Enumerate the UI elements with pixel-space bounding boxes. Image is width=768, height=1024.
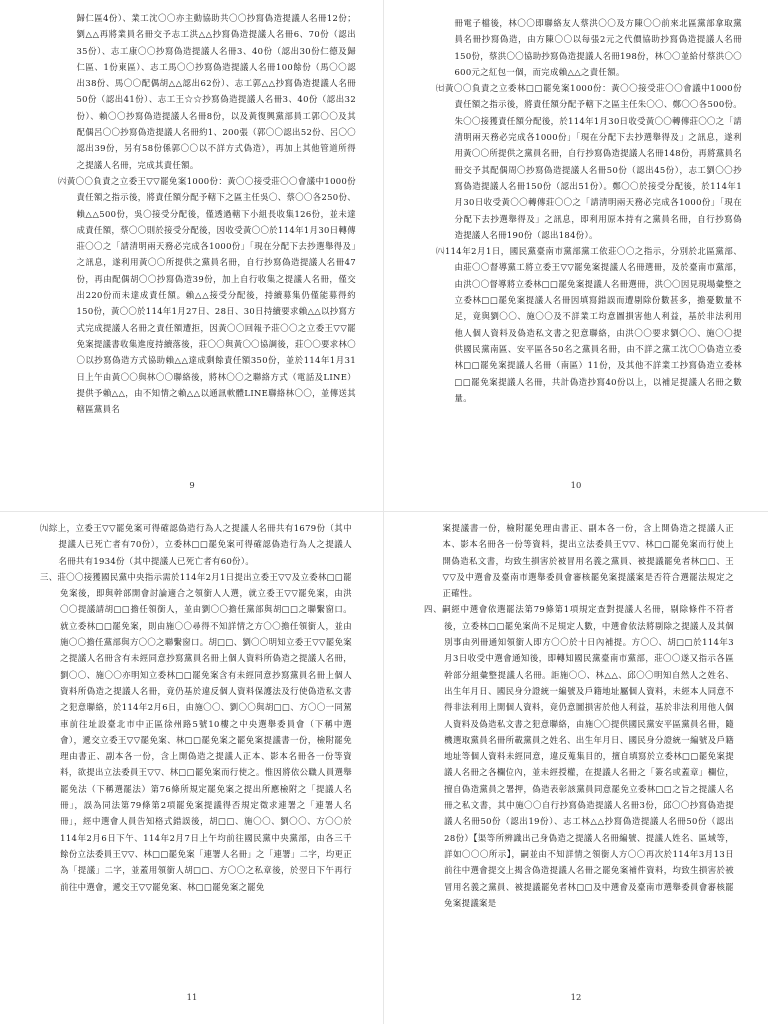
page-12-body <box>424 520 734 996</box>
page-10 <box>384 0 768 512</box>
page-number: 11 <box>186 992 198 1002</box>
page-number: 12 <box>570 992 582 1002</box>
page-11-paragraph: 三、莊〇〇接獲國民黨中央指示需於114年2月1日提出立委王▽▽及立委林□□罷免案後，即與幹部開會討論適合之領銜人人選，就立委王▽▽罷免案，由洪〇〇提議請胡□□擔任領銜人，並由劉〇〇擔任黨部與胡□□之聯繫窗口。就立委林□□罷免案，則由施〇〇尋得不知詳情之方〇〇擔任領銜人，並由施〇〇擔任黨部與方〇〇之聯繫窗口。胡□□、劉〇〇明知立委王▽▽罷免案之提議人名冊含有未經同意抄寫黨員名冊上個人資料所偽造之提議人名冊，劉〇〇、施〇〇亦明知立委林□□罷免案含有未經同意抄寫黨員名冊上個人資料所偽造之提議人名冊，竟仍基於違反個人資料保護法及行使偽造私文書之犯意聯絡，於114年2月6日，由施〇〇、劉〇〇與胡□□、方〇〇一同駕車前往址設臺北市中正區徐州路5號10樓之中央選舉委員會（下稱中選會），遞交立委王▽▽罷免案、林□□罷免案之罷免案提議書一份，檢附罷免理由書正、副本各一份，含上開偽造之提議人正本、影本名冊各一份等資料，欲提出立法委員王▽▽、林□□罷免案而行使之。惟因將依公職人員選舉罷免法（下稱選罷法）第76條所規定罷免案之提出所應檢附之「提議人名冊」，誤為同法第79條第2項罷免案提議得否規定徵求連署之「連署人名冊」，經中選會人員告知格式錯誤後，胡□□、施〇〇、劉〇〇、方〇〇於114年2月6日下午、114年2月7日上午均前往國民黨中央黨部，由各三千餘份立法委員王▽▽、林□□罷免案「連署人名冊」之「連署」二字，均更正為「提議」二字，並蓋用領銜人胡□□、方〇〇之私章後，於翌日下午再行前往中選會，遞交王▽▽罷免案、林□□罷免案之罷免 <box>40 571 352 892</box>
page-number: 9 <box>189 480 195 490</box>
page-9 <box>0 0 384 512</box>
page-11 <box>0 512 384 1024</box>
page-10-paragraph: 冊電子檔後，林〇〇即聯絡友人蔡洪〇〇及方陳〇〇前來北區黨部拿取黨員名冊抄寫偽造，由方陳〇〇以每張2元之代價協助抄寫偽造提議人名冊150份，蔡洪〇〇協助抄寫偽造提議人名冊198份，林〇〇並給付蔡洪〇〇600元之紅包一個，而完成賴△△之責任額。 <box>454 18 742 77</box>
page-10-paragraph: ㈧114年2月1日，國民黨臺南市黨部黨工依莊〇〇之指示，分別於北區黨部、由莊〇〇督導黨工將立委王▽▽罷免案提議人名冊選冊，及於臺南市黨部，由洪〇〇督導將立委林□□罷免案提議人名冊選冊，洪〇〇因見現場彙整之立委林□□罷免案提議人名冊因填寫錯誤而遭剔除份數甚多，擔憂數量不足，竟與劉〇〇、施〇〇及不詳業工均意圖損害他人利益，基於非法利用他人個人資料及偽造私文書之犯意聯絡，由洪〇〇要求劉〇〇、施〇〇提供國民黨南區、安平區各50名之黨員名冊，由不詳之黨工沈〇〇偽造立委林□□罷免案提議人名冊（南區）11份，及其他不詳業工抄寫偽造立委林□□罷免案提議人名冊，共計偽造抄寫40份以上，以補足提議人名冊之數量。 <box>436 246 742 403</box>
page-12-paragraph: 案提議書一份，檢附罷免理由書正、副本各一份，含上開偽造之提議人正本、影本名冊各一份等資料，提出立法委員王▽▽、林□□罷免案而行使上開偽造私文書，均致生損害於被冒用名義之黨員、被提議罷免者林□□、王▽▽及中選會及臺南市選舉委員會審核罷免案提議案是否符合選罷法規定之正確性。 <box>442 523 734 599</box>
page-number: 10 <box>570 480 582 490</box>
page-12-paragraph: 四、嗣經中選會依選罷法第79條第1項規定查對提議人名冊，剔除條件不符者後，立委林□□罷免案尚不足規定人數，中選會依法將剔除之提議人及其個別事由列冊通知領銜人即方〇〇於十日內補提。方〇〇、胡□□於114年3月3日收受中選會通知後，即轉知國民黨臺南市黨部，莊〇〇遂又指示各區幹部分組彙整提議人名冊。詎施〇〇、林△△、邱〇〇明知自然人之姓名、出生年月日、國民身分證統一編號及戶籍地址屬個人資料，未經本人同意不得非法利用上開個人資料，竟仍意圖損害於他人利益，基於非法利用他人個人資料及偽造私文書之犯意聯絡，由施〇〇提供國民黨安平區黨員名冊，隨機選取黨員名冊所載黨員之姓名、出生年月日、國民身分證統一編號及戶籍地址等個人資料未經同意，違反蒐集目的，擅自填寫於立委林□□罷免案提議人名冊之各欄位內，並未經授權，在提議人名冊之「簽名或蓋章」欄位，擅自偽造黨員之署押，偽造表彰該黨員同意罷免立委林□□之旨之提議人名冊之私文書，其中施〇〇自行抄寫偽造提議人名冊3份，邱〇〇抄寫偽造提議人名冊50份（認出19份）、志工林△△抄寫偽造提議人名冊50份（認出28份）【渠等所辨識出己身偽造之提議人名冊編號、提議人姓名、區域等，詳如〇〇〇所示】，嗣並由不知詳情之領銜人方〇〇再次於114年3月13日前往中選會提交上揭含偽造提議人名冊之罷免案補件資料，均致生損害於被冒用名義之黨員、被提議罷免者林□□及中選會及臺南市選舉委員會審核罷免案提議案是 <box>424 604 734 908</box>
page-10-body <box>436 15 742 491</box>
page-12 <box>384 512 768 1024</box>
page-9-paragraph: ㈥黃〇〇負責之立委王▽▽罷免案1000份：黃〇〇接受莊〇〇會議中1000份責任額之指示後，將責任額分配予轄下之區主任吳〇、蔡〇〇各250份、賴△△500份，吳〇接受分配後，僅透過轄下小組長收集126份，並未達成責任額，蔡〇〇則於接受分配後，因收受黃〇〇於114年1月30日轉傳莊〇〇之「請清明兩天務必完成各1000份」「現在分配下去抄選舉得及」之訊息，遂利用黃〇〇所提供之黨員名冊，自行抄寫偽造提議人名冊47份，再由配偶胡〇〇抄寫偽造39份，加上自行收集之提議人名冊，僅交出220份而未達成責任額。賴△△接受分配後，持續募集仍僅能募得約150份，黃〇〇於114年1月27日、28日、30日持續要求賴△△以抄寫方式完成提議人名冊之責任額遭拒，因黃〇〇回報予莊〇〇之立委王▽▽罷免案提議書收集進度持續落後，莊〇〇與黃〇〇協調後，莊〇〇要求林〇〇以抄寫偽造方式協助賴△△達成剩餘責任額350份，並於114年1月31日上午由黃〇〇與林〇〇聯絡後，將林〇〇之聯絡方式（電話及LINE）提供予賴△△，由不知情之賴△△以通訊軟體LINE聯絡林〇〇，並傳送其轄區黨員名 <box>58 175 356 415</box>
page-9-body <box>58 10 356 486</box>
page-9-paragraph: 歸仁區4份）、業工沈〇〇亦主動協助共〇〇抄寫偽造提議人名冊12份；劉△△再將業員名冊交予志工洪△△抄寫偽造提議人名冊6、70份（認出35份）、志工康〇〇抄寫偽造提議人名冊3、40份（認出30份仁德及歸仁區、1份東區）、志工馬〇〇抄寫偽造提議人名冊100餘份（馬〇〇認出38份、馬〇〇配偶胡△△認出62份）、志工郭△△抄寫偽造提議人名冊50份（認出41份）、志工王☆☆抄寫偽造提議人名冊3、40份（認出32份）、賴〇〇抄寫偽造提議人名冊8份，以及黃復興黨部員工郭〇〇及其配偶呂〇〇抄寫偽造提議人名冊約1、200張（郭〇〇認出52份、呂〇〇認出39份，另有58份係郭〇〇以不詳方式偽造），再加上其他管道所得之提議人名冊，完成其責任額。 <box>76 13 356 170</box>
page-11-paragraph: ㈨綜上，立委王▽▽罷免案可得確認偽造行為人之提議人名冊共有1679份（其中提議人已死亡者有70份），立委林□□罷免案可得確認偽造行為人之提議人名冊共有1934份（其中提議人已死亡者有60份）。 <box>40 523 352 566</box>
page-11-body <box>40 520 352 996</box>
page-10-paragraph: ㈦黃〇〇負責之立委林□□罷免案1000份：黃〇〇接受莊〇〇會議中1000份責任額之指示後，將責任額分配予轄下之區主任朱〇〇、鄭〇〇各500份。朱〇〇接獲責任額分配後，於114年1月30日收受黃〇〇轉傳莊〇〇之「請清明兩天務必完成各1000份」「現在分配下去抄選舉得及」之訊息，遂利用黃〇〇所提供之黨員名冊，自行抄寫偽造提議人名冊148份，再將黨員名冊交予其配偶周〇抄寫偽造提議人名冊50份（認出45份），志工劉〇〇抄寫偽造提議人名冊150份（認出51份）。鄭〇〇於接受分配後，於114年1月30日收受黃〇〇轉傳莊〇〇之「請清明兩天務必完成各1000份」「現在分配下去抄選舉得及」之訊息，即利用原本持有之黨員名冊，自行抄寫偽造提議人名冊190份（認出184份）。 <box>436 83 742 240</box>
